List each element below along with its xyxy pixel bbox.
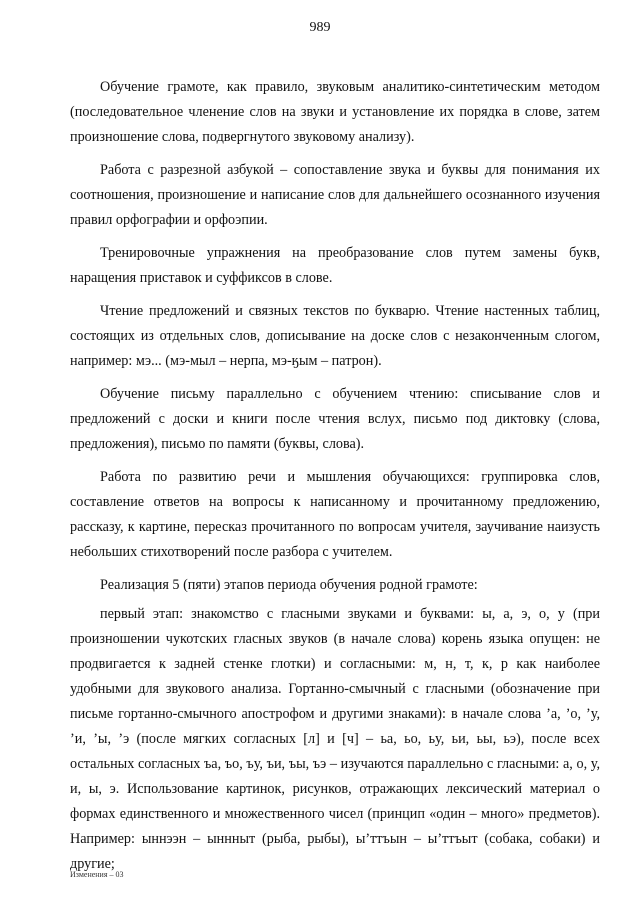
paragraph: Обучение письму параллельно с обучением чтению: списывание слов и предложений с доски и книги после чтения вслух, письмо под диктовку (слова, предложения), письмо по памяти (буквы, слова).: [70, 386, 600, 452]
paragraph: Обучение грамоте, как правило, звуковым аналитико-синтетическим методом (последовательное членение слов на звуки и установление их порядка в слове, затем произношение слова, подвергнутого звуковому анализу).: [70, 79, 600, 145]
document-body: [70, 75, 600, 885]
paragraph: первый этап: знакомство с гласными звуками и буквами: ы, а, э, о, у (при произношении чукотских гласных звуков (в начале слова) корень языка опущен: не продвигается к задней стенке глотки) и согласными: м, н, т, к, р как наиболее удобными для звукового анализа. Гортанно-смычный с гласными (обозначение при письме гортанно-смычного апострофом и другими знаками): в начале слова ’а, ’о, ’у, ’и, ’ы, ’э (после мягких согласных [л] и [ч] – ьа, ьо, ьу, ьи, ьы, ьэ), после всех остальных согласных ъа, ъо, ъу, ъи, ъы, ъэ – изучаются параллельно с гласными: а, о, у, и, ы, э. Использование картинок, рисунков, отражающих лексический материал о формах единственного и множественного чисел (принцип «один – много» предметов). Например: ыннээн – ыннныт (рыба, рыбы), ы’ттъын – ы’ттъыт (собака, собаки) и другие;: [70, 606, 600, 872]
paragraph: Тренировочные упражнения на преобразование слов путем замены букв, наращения приставок и суффиксов в слове.: [70, 245, 600, 286]
paragraph: Реализация 5 (пяти) этапов периода обучения родной грамоте:: [100, 577, 478, 593]
paragraph: Чтение предложений и связных текстов по букварю. Чтение настенных таблиц, состоящих из отдельных слов, дописывание на доске слов с незаконченным слогом, например: мэ... (мэ-мыл – нерпа, мэ-ӄым – патрон).: [70, 303, 600, 369]
paragraph: Работа с разрезной азбукой – сопоставление звука и буквы для понимания их соотношения, произношение и написание слов для дальнейшего осознанного изучения правил орфографии и орфоэпии.: [70, 162, 600, 228]
footer-note: Изменения – 03: [70, 870, 124, 879]
page-number: 989: [309, 20, 331, 35]
paragraph: Работа по развитию речи и мышления обучающихся: группировка слов, составление ответов на вопросы к написанному и прочитанному предложению, рассказу, к картине, пересказ прочитанного по вопросам учителя, заучивание наизусть небольших стихотворений после разбора с учителем.: [70, 469, 600, 560]
